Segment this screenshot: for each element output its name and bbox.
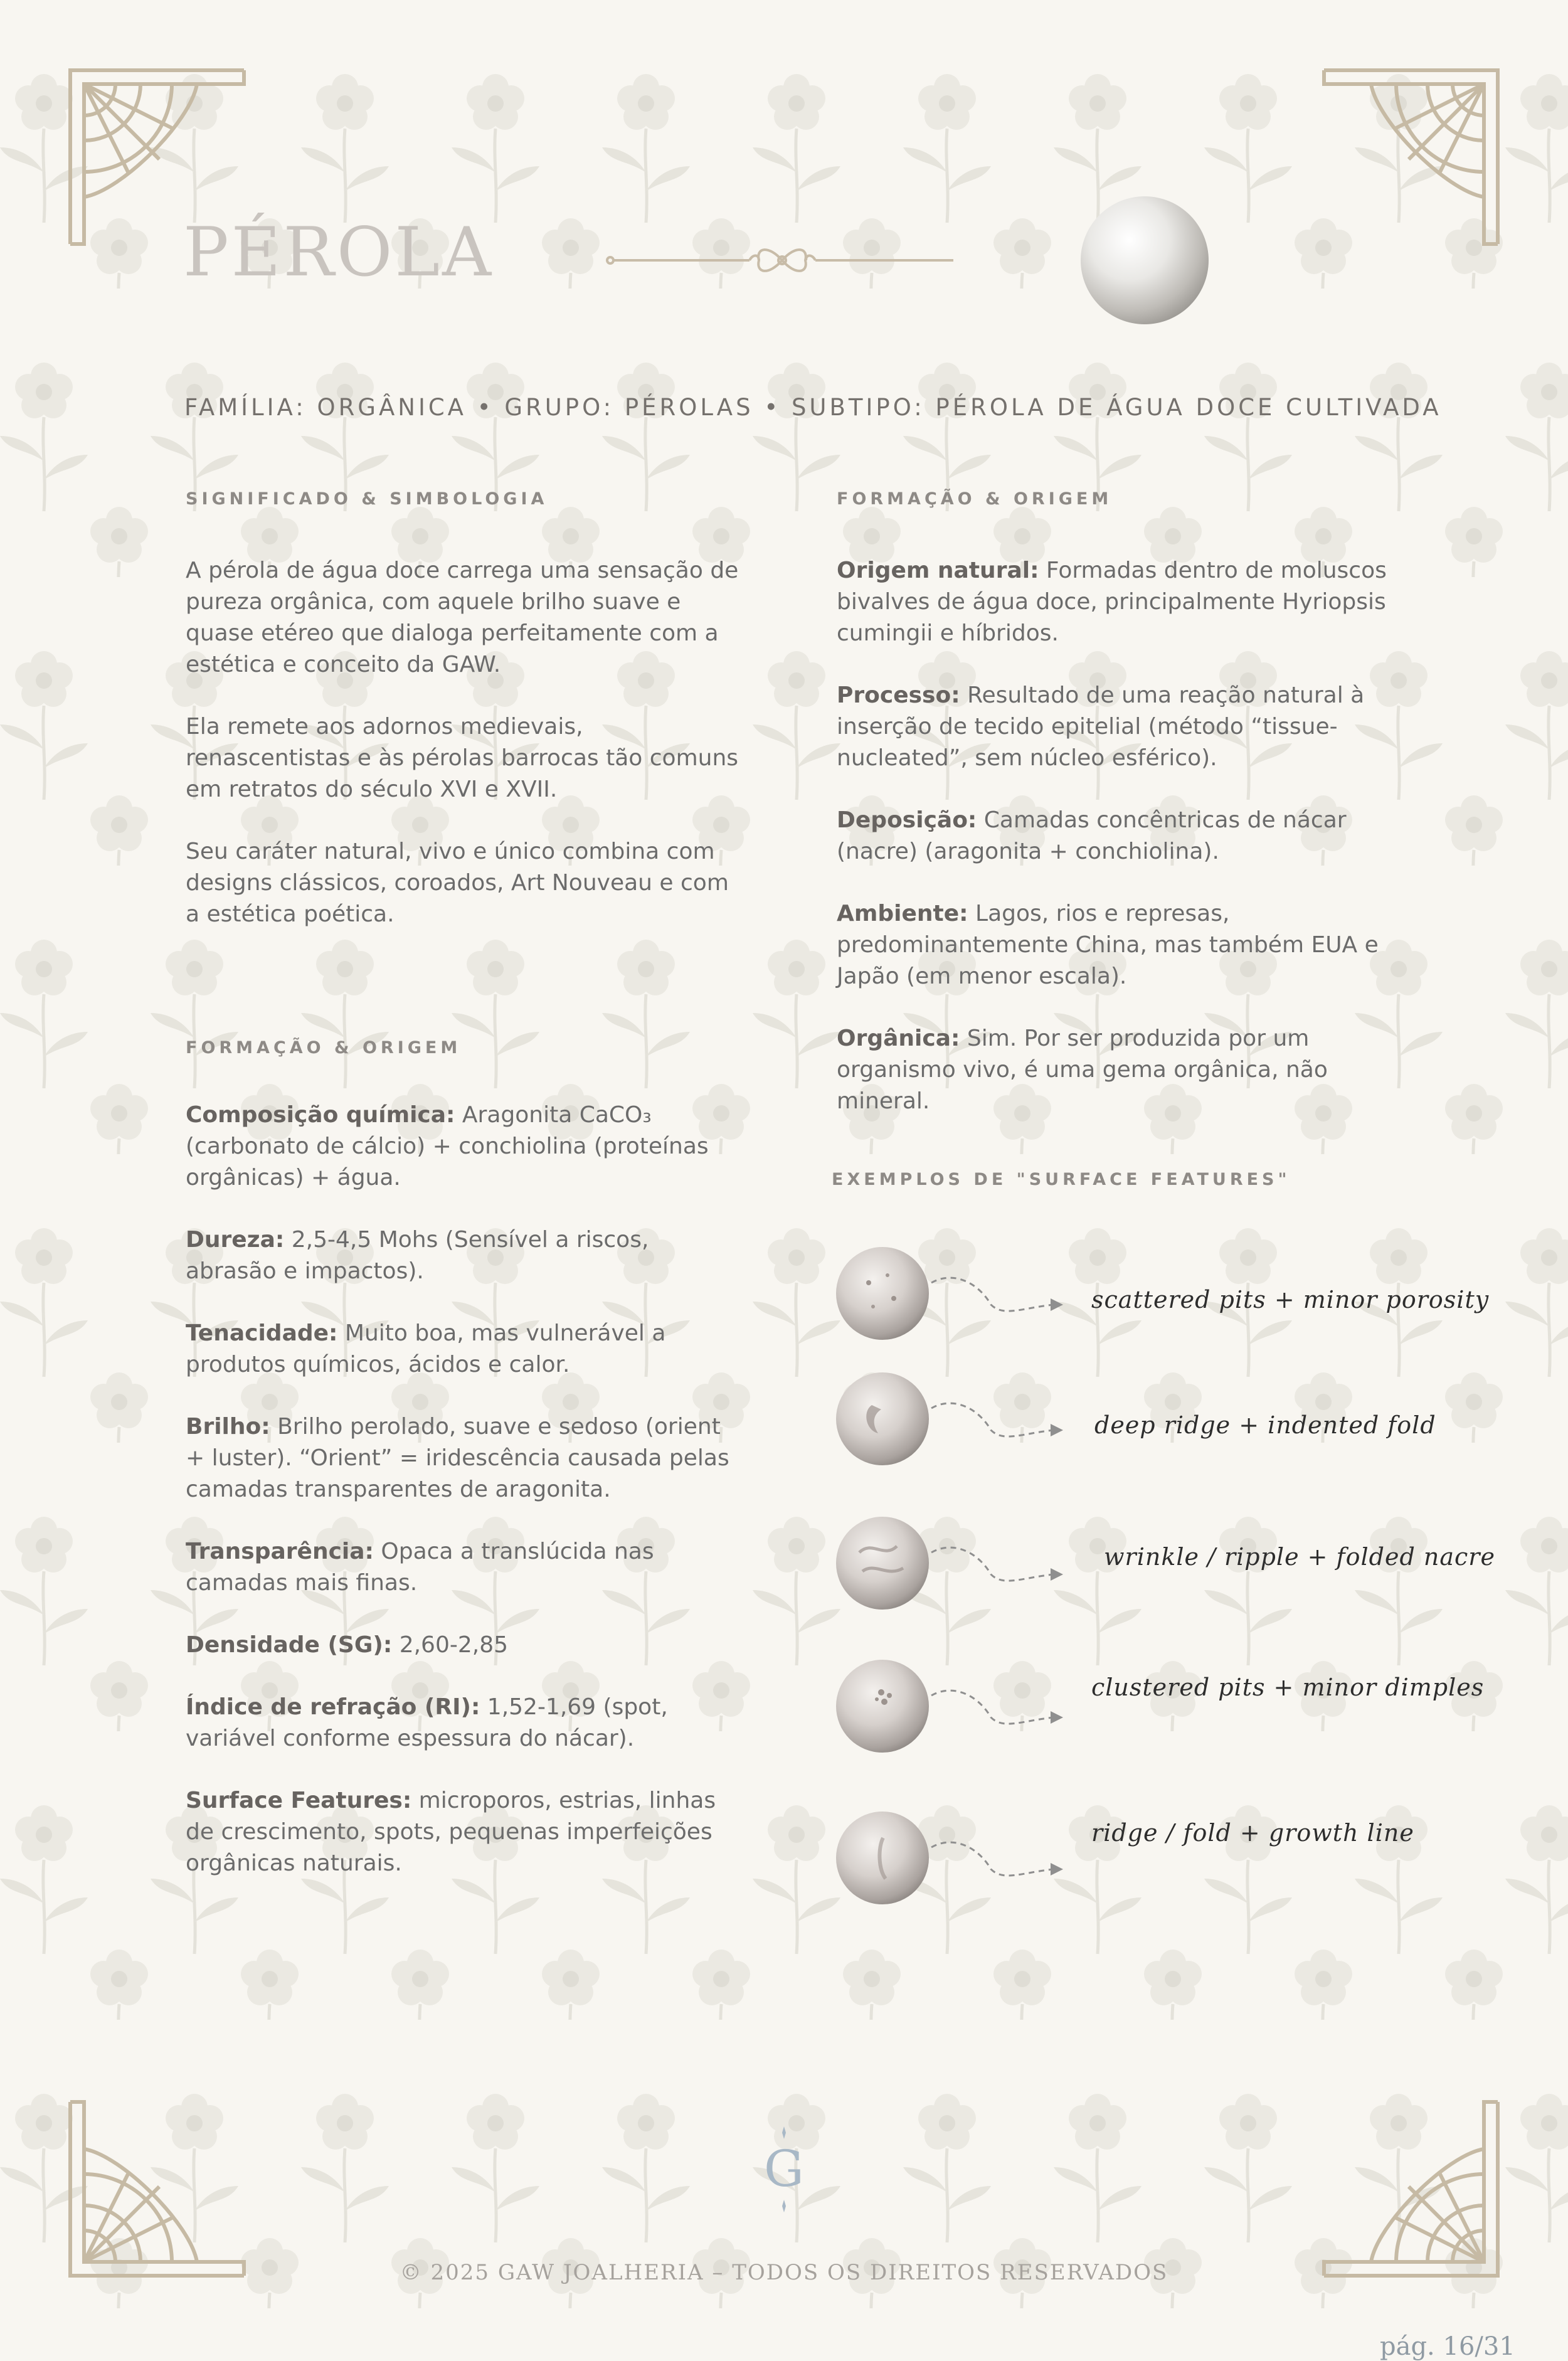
section-heading-symbolism: SIGNIFICADO & SIMBOLOGIA bbox=[186, 489, 548, 509]
property-item bbox=[186, 1630, 744, 1661]
symbolism-paragraph: Ela remete aos adornos medievais, renascentistas e às pérolas barrocas tão comuns em retratos do século XVI e XVII. bbox=[186, 714, 739, 802]
origin-value: Resultado de uma reação natural à inserção de tecido epitelial (método “tissue-nucleated”, sem núcleo esférico). bbox=[837, 682, 1365, 771]
origin-value: Camadas concêntricas de nácar (nacre) (aragonita + conchiolina). bbox=[837, 807, 1347, 864]
property-item bbox=[186, 1100, 744, 1194]
property-label: Índice de refração (RI): bbox=[186, 1694, 480, 1720]
property-item bbox=[186, 1692, 744, 1754]
surface-feature-label: clustered pits + minor dimples bbox=[1091, 1674, 1485, 1701]
pearl-sample-image bbox=[834, 1810, 931, 1907]
origin-item bbox=[837, 1023, 1401, 1117]
origin-label: Deposição: bbox=[837, 807, 977, 833]
corner-ornament-bottom-left bbox=[65, 2099, 247, 2281]
surface-example-row bbox=[834, 1810, 1524, 1910]
origin-item bbox=[837, 805, 1401, 867]
origin-item bbox=[837, 898, 1401, 992]
gem-classification: FAMÍLIA: ORGÂNICA • GRUPO: PÉROLAS • SUBTIPO: PÉROLA DE ÁGUA DOCE CULTIVADA bbox=[184, 394, 1442, 421]
origin-label: Processo: bbox=[837, 682, 960, 708]
surface-feature-label: ridge / fold + growth line bbox=[1091, 1819, 1414, 1847]
logo-letter: G bbox=[764, 2140, 804, 2198]
symbolism-paragraph: Seu caráter natural, vivo e único combina com designs clássicos, coroados, Art Nouveau e com a estética poética. bbox=[186, 839, 729, 927]
origin-label: Origem natural: bbox=[837, 558, 1039, 583]
property-label: Brilho: bbox=[186, 1414, 270, 1440]
property-label: Tenacidade: bbox=[186, 1320, 338, 1346]
property-item bbox=[186, 1318, 744, 1381]
properties-list bbox=[186, 1100, 744, 1910]
copyright-footer: © 2025 GAW JOALHERIA – TODOS OS DIREITOS RESERVADOS bbox=[400, 2260, 1168, 2285]
symbolism-text bbox=[186, 555, 744, 961]
surface-example-row bbox=[834, 1515, 1524, 1615]
property-value: microporos, estrias, linhas de crescimento, spots, pequenas imperfeições orgânicas naturais. bbox=[186, 1788, 716, 1876]
ornamental-divider bbox=[605, 241, 960, 279]
property-item bbox=[186, 1785, 744, 1879]
property-item bbox=[186, 1536, 744, 1599]
section-heading-origin: FORMAÇÃO & ORIGEM bbox=[837, 489, 1113, 509]
surface-feature-label: deep ridge + indented fold bbox=[1094, 1411, 1436, 1439]
property-label: Dureza: bbox=[186, 1227, 285, 1253]
origin-label: Orgânica: bbox=[837, 1026, 960, 1051]
pearl-sample-image bbox=[834, 1245, 931, 1342]
surface-example-row bbox=[834, 1658, 1524, 1758]
origin-list bbox=[837, 555, 1401, 1148]
origin-value: Formadas dentro de moluscos bivalves de água doce, principalmente Hyriopsis cumingii e híbridos. bbox=[837, 558, 1387, 646]
property-value: Opaca a translúcida nas camadas mais finas. bbox=[186, 1539, 654, 1596]
surface-example-row bbox=[834, 1371, 1524, 1471]
property-value: 1,52-1,69 (spot, variável conforme espessura do nácar). bbox=[186, 1694, 668, 1751]
gaw-logo bbox=[753, 2123, 815, 2217]
page-number: pág. 16/31 bbox=[1380, 2332, 1515, 2361]
property-value: 2,5-4,5 Mohs (Sensível a riscos, abrasão e impactos). bbox=[186, 1227, 649, 1284]
pearl-sample-image bbox=[834, 1371, 931, 1468]
property-label: Densidade (SG): bbox=[186, 1632, 393, 1658]
corner-ornament-top-right bbox=[1321, 65, 1503, 247]
property-value: Brilho perolado, suave e sedoso (orient + luster). “Orient” = iridescência causada pelas camadas transparentes de aragonita. bbox=[186, 1414, 729, 1502]
origin-label: Ambiente: bbox=[837, 901, 968, 926]
property-label: Surface Features: bbox=[186, 1788, 412, 1813]
property-item bbox=[186, 1224, 744, 1287]
surface-feature-label: wrinkle / ripple + folded nacre bbox=[1104, 1543, 1495, 1571]
pearl-sample-image bbox=[834, 1658, 931, 1755]
corner-ornament-bottom-right bbox=[1321, 2099, 1503, 2281]
property-value: 2,60-2,85 bbox=[392, 1632, 509, 1658]
property-value: Aragonita CaCO₃ (carbonato de cálcio) + conchiolina (proteínas orgânicas) + água. bbox=[186, 1102, 709, 1191]
symbolism-paragraph: A pérola de água doce carrega uma sensação de pureza orgânica, com aquele brilho suave e quase etéreo que dialoga perfeitamente com a estética e conceito da GAW. bbox=[186, 558, 739, 677]
surface-example-row bbox=[834, 1245, 1524, 1345]
section-heading-formation: FORMAÇÃO & ORIGEM bbox=[186, 1038, 462, 1058]
property-item bbox=[186, 1411, 744, 1505]
page-title: PÉROLA bbox=[183, 213, 494, 292]
pearl-image bbox=[1076, 191, 1214, 329]
property-label: Transparência: bbox=[186, 1539, 374, 1564]
pearl-sample-image bbox=[834, 1515, 931, 1612]
property-label: Composição química: bbox=[186, 1102, 455, 1128]
origin-value: Sim. Por ser produzida por um organismo vivo, é uma gema orgânica, não mineral. bbox=[837, 1026, 1328, 1114]
origin-value: Lagos, rios e represas, predominantemente China, mas também EUA e Japão (em menor escala). bbox=[837, 901, 1379, 989]
section-heading-surface-features: EXEMPLOS DE "SURFACE FEATURES" bbox=[832, 1170, 1291, 1189]
origin-item bbox=[837, 555, 1401, 649]
property-value: Muito boa, mas vulnerável a produtos químicos, ácidos e calor. bbox=[186, 1320, 666, 1377]
surface-feature-label: scattered pits + minor porosity bbox=[1091, 1286, 1490, 1313]
origin-item bbox=[837, 680, 1401, 774]
